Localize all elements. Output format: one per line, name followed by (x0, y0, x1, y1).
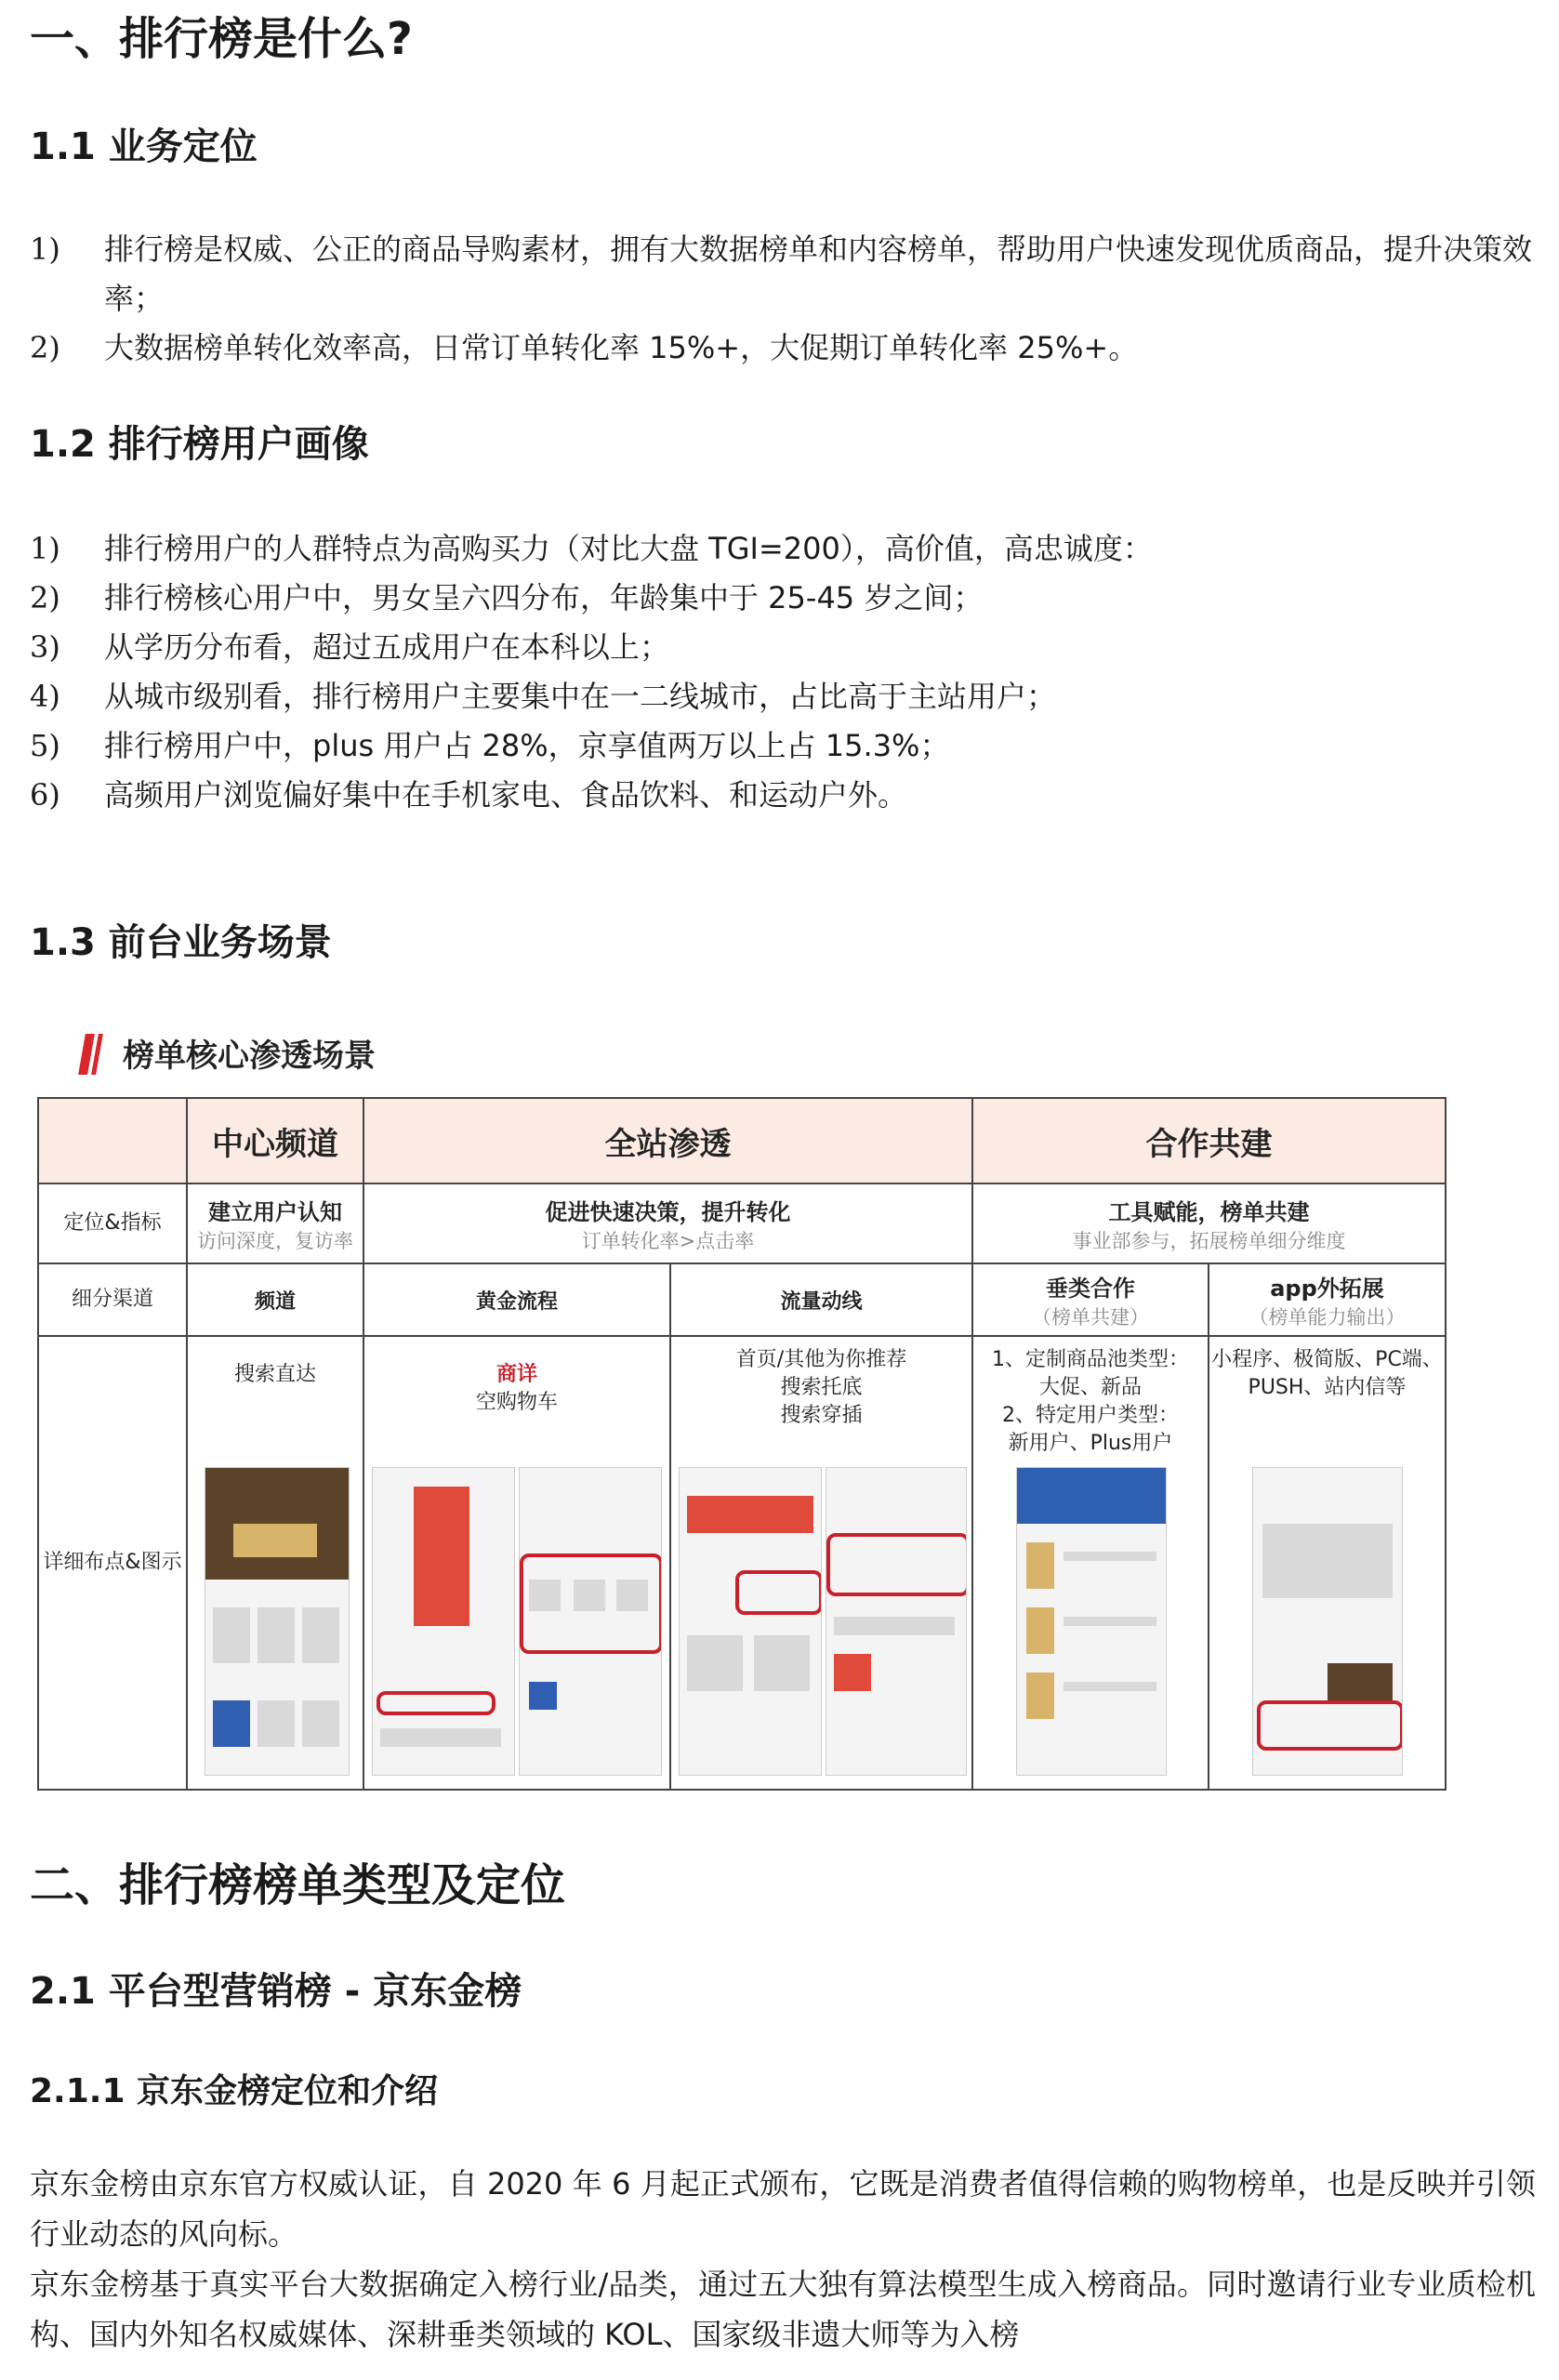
list-item: 2) 大数据榜单转化效率高，日常订单转化率 15%+，大促期订单转化率 25%+。 (30, 330, 1139, 365)
business-positioning-list (30, 225, 1536, 373)
screenshot-thumbnail (519, 1467, 662, 1776)
pos-sub: 事业部参与，拓展榜单细分维度 (1072, 1229, 1346, 1252)
screenshot-thumbnail (679, 1467, 822, 1776)
row-label-channel: 细分渠道 (38, 1263, 187, 1336)
row-label-positioning: 定位&指标 (38, 1183, 187, 1263)
channel-cell: 黄金流程 (363, 1263, 670, 1336)
pos-main: 促进快速决策，提升转化 (545, 1198, 791, 1225)
list-item: 5) 排行榜用户中，plus 用户占 28%，京享值两万以上占 15.3%； (30, 728, 950, 763)
screenshot-thumbnail (826, 1467, 967, 1776)
paragraph: 京东金榜由京东官方权威认证，自 2020 年 6 月起正式颁布，它既是消费者值得信赖的购物榜单，也是反映并引领行业动态的风向标。 (30, 2166, 1536, 2252)
section-1-2-title: 1.2 排行榜用户画像 (30, 423, 369, 466)
section-1-3-title: 1.3 前台业务场景 (30, 921, 332, 964)
list-item: 1) 排行榜是权威、公正的商品导购素材，拥有大数据榜单和内容榜单，帮助用户快速发现优质商品，提升决策效率； (30, 231, 1533, 316)
screenshot-thumbnail (1252, 1467, 1403, 1776)
list-item: 2) 排行榜核心用户中，男女呈六四分布，年龄集中于 25-45 岁之间； (30, 580, 984, 615)
pos-sub: 访问深度，复访率 (197, 1229, 353, 1252)
channel-cell: 频道 (187, 1263, 363, 1336)
channel-cell: 流量动线 (670, 1263, 972, 1336)
list-item: 3) 从学历分布看，超过五成用户在本科以上； (30, 629, 670, 665)
paragraph: 京东金榜基于真实平台大数据确定入榜行业/品类，通过五大独有算法模型生成入榜商品。同时邀请行业专业质检机构、国内外知名权威媒体、深耕垂类领域的 KOL、国家级非遗大师等为入榜 (30, 2267, 1536, 2352)
row-label-detail: 详细布点&图示 (38, 1336, 187, 1790)
channel-sub: （榜单能力输出） (1249, 1305, 1406, 1329)
user-profile-list (30, 524, 1536, 820)
channel-main: app外拓展 (1270, 1275, 1384, 1302)
figure-title: 榜单核心渗透场景 (123, 1038, 376, 1075)
detail-highlight: 商详 (495, 1363, 537, 1386)
table-corner (38, 1098, 187, 1183)
section1-title: 一、排行榜是什么? (30, 13, 413, 65)
detail-cell-detail-page: 商详 空购物车 (363, 1336, 670, 1790)
channel-main: 垂类合作 (1046, 1275, 1135, 1302)
screenshot-thumbnail (205, 1467, 350, 1776)
detail-cell-traffic: 首页/其他为你推荐 搜索托底 搜索穿插 (670, 1336, 972, 1790)
screenshot-thumbnail (372, 1467, 515, 1776)
pos-sub: 订单转化率>点击率 (581, 1229, 755, 1252)
section2-title: 二、排行榜榜单类型及定位 (30, 1859, 566, 1911)
section-2-1-1-title: 2.1.1 京东金榜定位和介绍 (30, 2072, 439, 2110)
list-item: 4) 从城市级别看，排行榜用户主要集中在一二线城市，占比高于主站用户； (30, 679, 1057, 714)
list-item: 1) 排行榜用户的人群特点为高购买力（对比大盘 TGI=200），高价值，高忠诚度： (30, 531, 1153, 566)
head-center-channel: 中心频道 (187, 1098, 363, 1183)
list-item: 6) 高频用户浏览偏好集中在手机家电、食品饮料、和运动户外。 (30, 777, 908, 813)
section-2-1-title: 2.1 平台型营销榜 - 京东金榜 (30, 1970, 522, 2013)
scenario-table (37, 1097, 1447, 1791)
screenshot-thumbnail (1016, 1467, 1167, 1776)
pos-main: 工具赋能，榜单共建 (1108, 1198, 1310, 1225)
head-site-penetration: 全站渗透 (363, 1098, 972, 1183)
detail-cell-search: 搜索直达 (187, 1336, 363, 1790)
section-1-1-title: 1.1 业务定位 (30, 126, 258, 168)
detail-cell-external: 小程序、极简版、PC端、 PUSH、站内信等 (1209, 1336, 1446, 1790)
head-cooperation: 合作共建 (972, 1098, 1446, 1183)
detail-cell-vertical: 1、定制商品池类型： 大促、新品 2、特定用户类型： 新用户、Plus用户 (972, 1336, 1209, 1790)
channel-sub: （榜单共建） (1032, 1305, 1149, 1329)
pos-main: 建立用户认知 (208, 1198, 342, 1225)
